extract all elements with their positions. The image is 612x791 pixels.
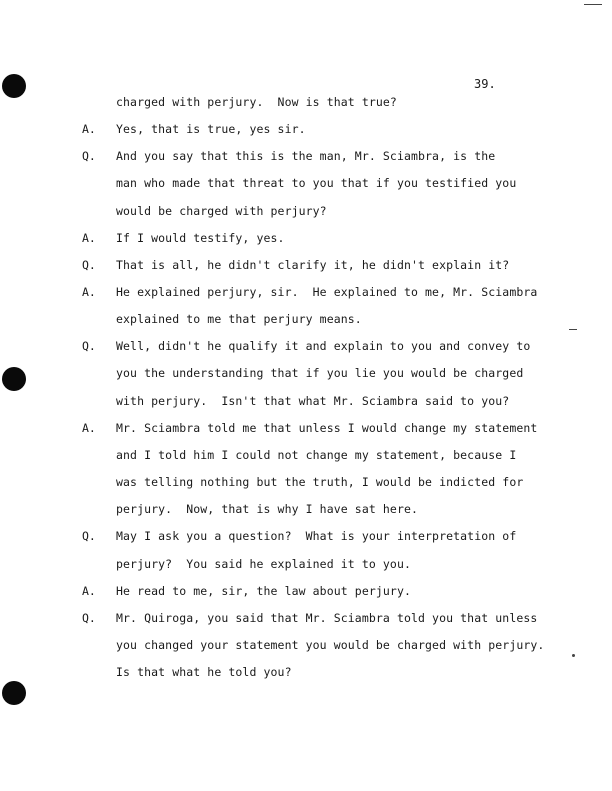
scan-speck: [584, 4, 602, 5]
transcript-line: charged with perjury. Now is that true?: [116, 95, 397, 109]
transcript-line: Mr. Quiroga, you said that Mr. Sciambra told you that unless: [116, 610, 538, 625]
question-marker: Q.: [82, 339, 96, 354]
answer-marker: A.: [82, 583, 96, 598]
transcript-line: man who made that threat to you that if you testified you: [116, 176, 517, 191]
question-marker: Q.: [82, 149, 96, 164]
transcript-line: perjury. Now, that is why I have sat here.: [116, 502, 419, 517]
transcript-line: and I told him I could not change my statement, because I: [116, 447, 517, 462]
transcript-line: He read to me, sir, the law about perjury.: [116, 583, 411, 598]
transcript-line: Well, didn't he qualify it and explain to you and convey to: [116, 339, 531, 354]
transcript-line: was telling nothing but the truth, I would be indicted for: [116, 475, 524, 490]
answer-marker: A.: [82, 285, 96, 300]
transcript-line: would be charged with perjury?: [116, 203, 327, 218]
scan-speck: [569, 329, 577, 330]
question-marker: Q.: [82, 610, 96, 625]
answer-marker: A.: [82, 122, 96, 137]
answer-marker: A.: [82, 420, 96, 435]
transcript-line: And you say that this is the man, Mr. Sciambra, is the: [116, 149, 496, 164]
transcript-line: you changed your statement you would be charged with perjury.: [116, 637, 545, 652]
transcript-line: He explained perjury, sir. He explained to me, Mr. Sciambra: [116, 285, 538, 300]
transcript-line: you the understanding that if you lie you would be charged: [116, 366, 524, 381]
answer-marker: A.: [82, 230, 96, 245]
transcript-line: That is all, he didn't clarify it, he didn't explain it?: [116, 257, 510, 272]
transcript-line: Yes, that is true, yes sir.: [116, 122, 306, 137]
transcript-line: perjury? You said he explained it to you.: [116, 556, 411, 571]
scan-speck: [572, 654, 575, 657]
transcript-line: If I would testify, yes.: [116, 230, 285, 245]
question-marker: Q.: [82, 257, 96, 272]
question-marker: Q.: [82, 529, 96, 544]
punch-hole-bottom: [2, 681, 26, 705]
transcript-line: May I ask you a question? What is your interpretation of: [116, 529, 517, 544]
punch-hole-middle: [2, 367, 26, 391]
transcript-line: Mr. Sciambra told me that unless I would change my statement: [116, 420, 538, 435]
transcript-line: explained to me that perjury means.: [116, 312, 362, 327]
page-number: 39.: [474, 77, 496, 91]
transcript-line: Is that what he told you?: [116, 665, 292, 680]
punch-hole-top: [2, 74, 26, 98]
transcript-line: with perjury. Isn't that what Mr. Sciambra said to you?: [116, 393, 510, 408]
